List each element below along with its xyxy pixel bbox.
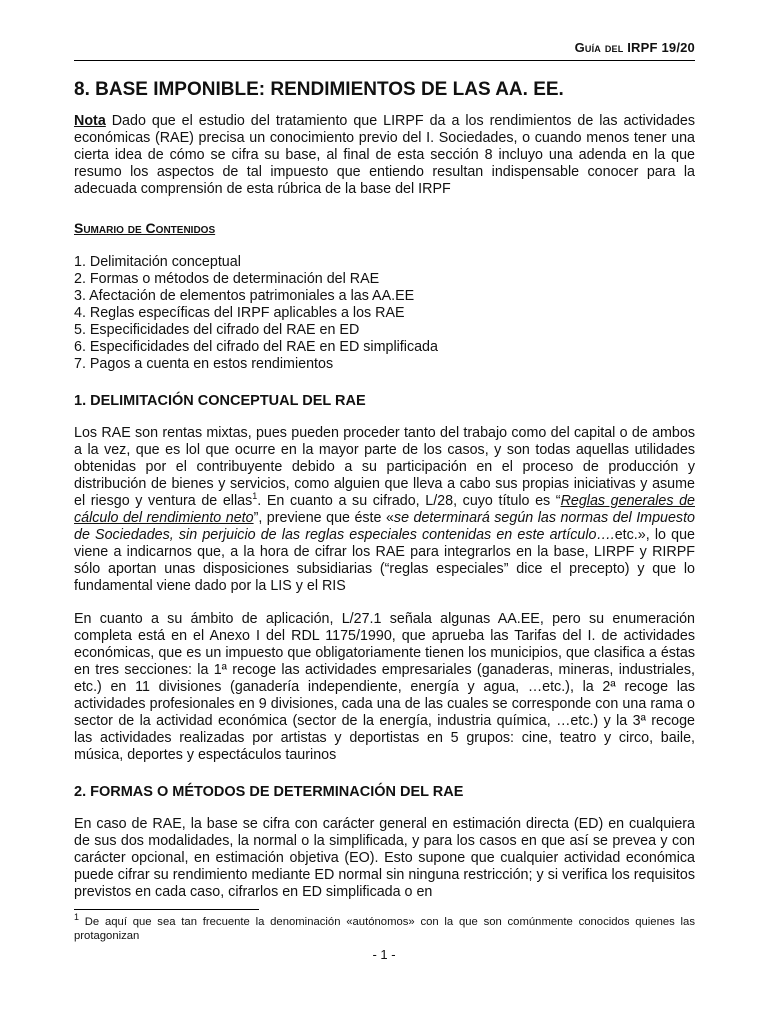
paragraph-text: . En cuanto a su cifrado, L/28, cuyo título es “ xyxy=(257,493,561,509)
document-page xyxy=(74,40,695,901)
paragraph-text: etc.», lo que viene a indicarnos que, a la hora de cifrar los RAE para integrarlos en la base, LIRPF y RIRPF sólo aportan unas disposiciones subsidiarias (“reglas especiales” dice el precepto) y que lo fundamental viene dado por la LIS y el RIS xyxy=(74,527,695,594)
footnote-number: 1 xyxy=(74,912,80,923)
section-1-paragraph-1 xyxy=(74,425,695,595)
note-text: Dado que el estudio del tratamiento que LIRPF da a los rendimientos de las actividades económicas (RAE) precisa un conocimiento previo del I. Sociedades, o cuando menos tener una cierta idea de cómo se cifra su base, al final de esta sección 8 incluyo una adenda en la que resumo los aspectos de tal impuesto que entiendo resultan indispensable conocer para la adecuada comprensión de esta rúbrica de la base del IRPF xyxy=(74,113,695,197)
page-title: 8. BASE IMPONIBLE: RENDIMIENTOS DE LAS AA. EE. xyxy=(74,79,564,100)
footnote-divider xyxy=(74,909,259,910)
note-paragraph xyxy=(74,113,695,198)
paragraph-text: ”, previene que éste « xyxy=(253,510,394,526)
section-1-heading: 1. DELIMITACIÓN CONCEPTUAL DEL RAE xyxy=(74,393,366,409)
page-number: - 1 - xyxy=(372,947,396,962)
list-item: 4. Reglas específicas del IRPF aplicables a los RAE xyxy=(74,305,405,321)
list-item: 1. Delimitación conceptual xyxy=(74,254,241,270)
section-1-paragraph-2: En cuanto a su ámbito de aplicación, L/27.1 señala algunas AA.EE, pero su enumeración completa está en el Anexo I del RDL 1175/1990, que aprueba las Tarifas del I. de actividades económicas, que es un impuesto que obligatoriamente tienen los municipios, que clasifica a éstas en tres secciones: la 1ª recoge las actividades empresariales (ganaderas, mineras, industriales, etc.) en 11 divisiones (ganadería independiente, energía y agua, …etc.), la 2ª recoge las actividades profesionales en 9 divisiones, cada una de las cuales se corresponde con una rama o sector de la actividad económica (sector de la energía, industria química, …etc.) y la 3ª recoge las actividades realizadas por artistas y deportistas en 5 grupos: cine, teatro y circo, baile, música, deportes y espectáculos taurinos xyxy=(74,611,695,763)
header-text: IRPF 19/20 xyxy=(627,40,695,55)
sumario-heading: Sumario de Contenidos xyxy=(74,220,216,236)
list-item: 6. Especificidades del cifrado del RAE en ED simplificada xyxy=(74,339,438,355)
paragraph-text: Los RAE son rentas mixtas, pues pueden proceder tanto del trabajo como del capital o de ambos a la vez, que es lol que ocurre en la mayor parte de los casos, y son todas aquellas utilidades obtenidas por el contribuyente debido a su participación en el proceso de producción y distribución de bienes y servicios, como alguien que lleva a cabo sus propias iniciativas y asume el riesgo y ventura de ellas xyxy=(74,425,695,509)
contents-list xyxy=(74,254,695,373)
list-item: 7. Pagos a cuenta en estos rendimientos xyxy=(74,356,334,372)
header-prefix: Guía del xyxy=(574,40,624,55)
running-header xyxy=(74,40,695,61)
section-2-heading: 2. FORMAS O MÉTODOS DE DETERMINACIÓN DEL RAE xyxy=(74,784,464,800)
note-label: Nota xyxy=(74,113,106,129)
section-2-paragraph-1: En caso de RAE, la base se cifra con carácter general en estimación directa (ED) en cualquiera de sus dos modalidades, la normal o la simplificada, y para los casos en que así se prevea y con carácter opcional, en estimación objetiva (EO). Esto supone que cualquier actividad económica puede cifrar su rendimiento mediante ED normal sin ninguna restricción; y si verifica los requisitos previstos en cada caso, cifrarlos en ED simplificada o en xyxy=(74,816,695,900)
list-item: 2. Formas o métodos de determinación del RAE xyxy=(74,271,380,287)
list-item: 5. Especificidades del cifrado del RAE en ED xyxy=(74,322,360,338)
footnote-ref[interactable]: 1 xyxy=(252,491,258,502)
cited-title: Reglas generales de cálculo del rendimiento neto xyxy=(74,493,695,526)
footnote-text: De aquí que sea tan frecuente la denominación «autónomos» con la que son comúnmente conocidos quienes las protagonizan xyxy=(74,916,695,942)
footnote xyxy=(74,912,695,943)
list-item: 3. Afectación de elementos patrimoniales a las AA.EE xyxy=(74,288,415,304)
cited-quote: se determinará según las normas del Impuesto de Sociedades, sin perjuicio de las reglas especiales contenidas en este artículo…. xyxy=(74,510,696,543)
